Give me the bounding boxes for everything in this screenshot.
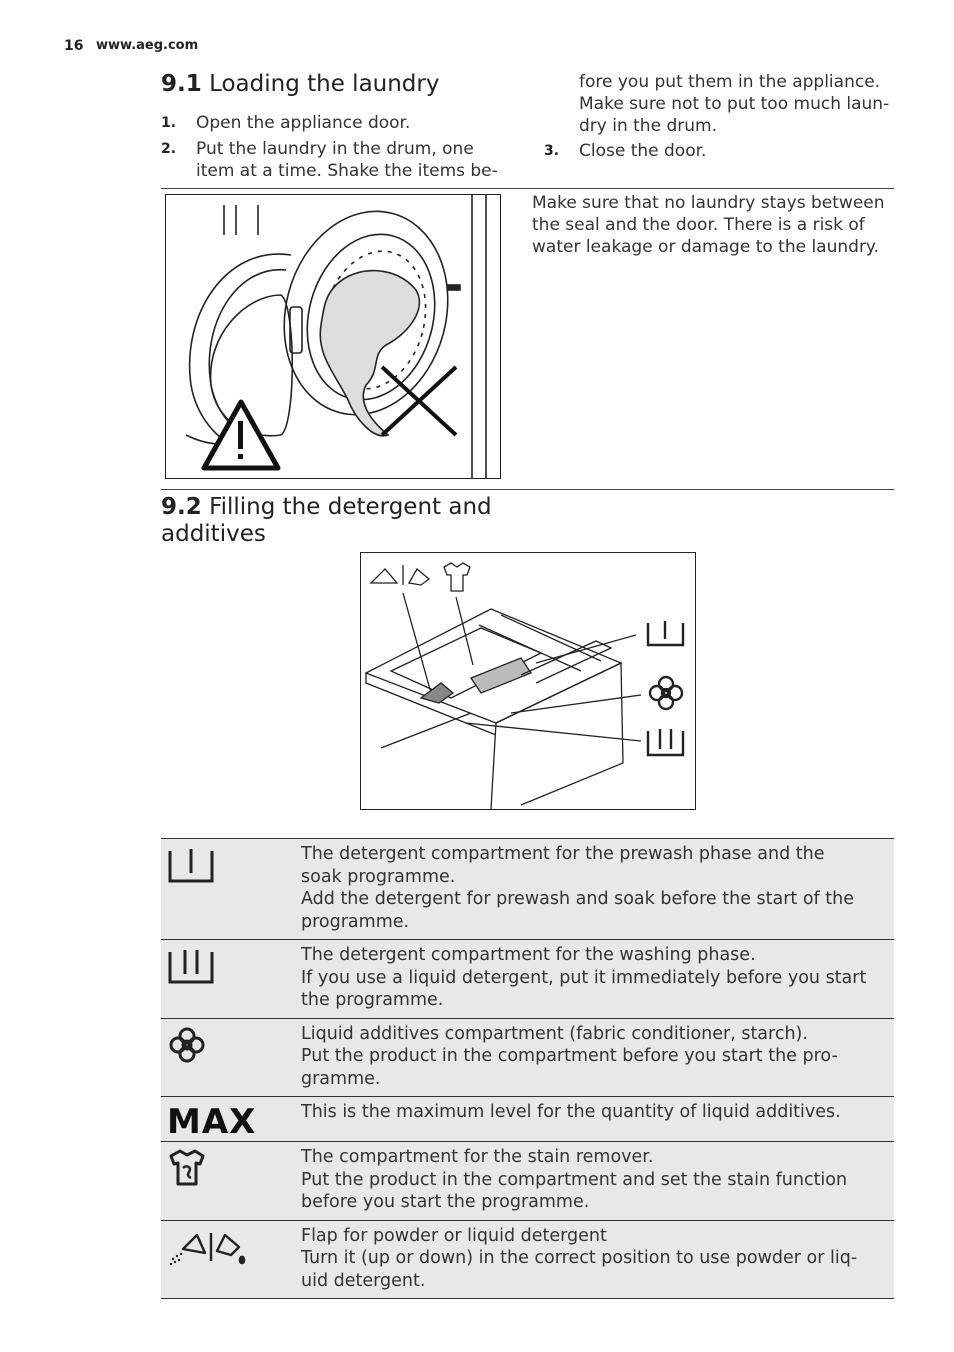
prewash-compartment-icon <box>167 845 215 885</box>
warning-text: Make sure that no laundry stays between the seal and the door. There is a risk of water leakage or damage to the laundry. <box>532 193 885 257</box>
divider <box>161 188 894 189</box>
section-number: 9.2 <box>161 494 202 520</box>
table-row: The detergent compartment for the prewash phase and the soak programme. Add the detergent for prewash and soak before the start of the programme. <box>161 839 894 940</box>
section-title: Filling the detergent and <box>209 494 492 520</box>
wash-compartment-icon <box>167 946 215 986</box>
washer-door-figure <box>165 194 501 479</box>
table-row: Flap for powder or liquid detergent Turn it (up or down) in the correct position to use powder or liq- uid detergent. <box>161 1220 894 1299</box>
washer-door-illustration <box>166 195 500 478</box>
table-row: MAX This is the maximum level for the quantity of liquid additives. <box>161 1097 894 1142</box>
dispenser-drawer-figure <box>360 552 696 810</box>
step-3-text: Close the door. <box>579 141 707 161</box>
divider <box>161 489 894 490</box>
flower-icon <box>167 1025 215 1065</box>
step-2-text-col1: Put the laundry in the drum, one item at a time. Shake the items be- <box>196 139 498 181</box>
max-icon: MAX <box>167 1102 257 1142</box>
powder-liquid-flap-icon <box>167 1227 251 1267</box>
section-heading-9-2 <box>161 494 492 548</box>
section-title-cont: additives <box>161 521 266 547</box>
page-number: 16 <box>64 38 84 54</box>
dispenser-drawer-illustration <box>361 553 695 809</box>
table-row: Liquid additives compartment (fabric conditioner, starch). Put the product in the compartment before you start the pro- gramme. <box>161 1018 894 1097</box>
section-heading-9-1 <box>161 71 439 98</box>
shirt-stain-icon <box>167 1148 215 1188</box>
table-row: The detergent compartment for the washing phase. If you use a liquid detergent, put it immediately before you start the programme. <box>161 940 894 1019</box>
section-title: Loading the laundry <box>209 71 440 97</box>
symbols-table <box>161 838 894 1299</box>
step-number: 1. <box>161 115 177 131</box>
table-row: The compartment for the stain remover. Put the product in the compartment and set the stain function before you start the programme. <box>161 1142 894 1221</box>
step-2-text-col2: fore you put them in the appliance. Make sure not to put too much laun- dry in the drum. <box>579 72 890 136</box>
website-link[interactable]: www.aeg.com <box>96 38 199 53</box>
section-number: 9.1 <box>161 71 202 97</box>
step-number: 2. <box>161 141 177 157</box>
step-1-text: Open the appliance door. <box>196 113 411 133</box>
step-number: 3. <box>544 143 560 159</box>
